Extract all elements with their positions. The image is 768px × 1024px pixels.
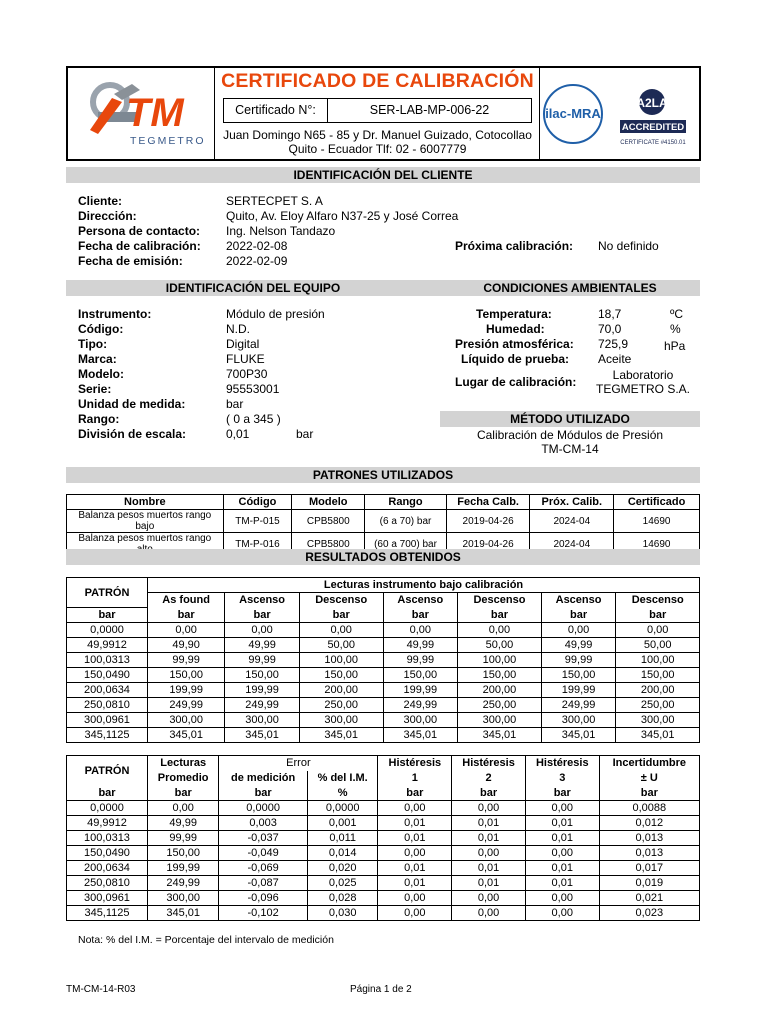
avg-readings-header: Lecturas [148,756,219,771]
errors-cell: 0,00 [525,906,599,921]
address-line-2: Quito - Ecuador Tlf: 02 - 6007779 [288,142,467,156]
readings-row [67,683,700,698]
temperature-label: Temperatura: [476,307,552,321]
errors-cell: 99,99 [148,831,219,846]
standards-header-cell: Certificado [614,495,700,510]
readings-cell: 50,00 [299,638,383,653]
unit-cell: bar [458,608,542,623]
unit-cell: bar [219,786,308,801]
readings-cell: 300,00 [541,713,616,728]
readings-row [67,638,700,653]
pressure-unit: hPa [664,339,686,353]
errors-cell: 0,0000 [219,801,308,816]
readings-cell: 199,99 [383,683,458,698]
readings-cell: 150,0490 [67,668,148,683]
readings-cell: 100,00 [299,653,383,668]
unit-cell: bar [299,608,383,623]
standards-header-row [67,495,700,510]
equipment-value: Módulo de presión [226,307,325,321]
unit-cell: bar [148,786,219,801]
errors-row [67,876,700,891]
equipment-label: División de escala: [78,427,187,441]
errors-cell: 345,1125 [67,906,148,921]
note: Nota: % del I.M. = Porcentaje del intervalo de medición [78,934,334,946]
standards-cell: 14690 [614,510,700,533]
temperature-unit: ºC [670,307,684,321]
svg-text:TEGMETRO: TEGMETRO [130,135,206,147]
readings-cell: 49,99 [541,638,616,653]
address-line-1: Juan Domingo N65 - 85 y Dr. Manuel Guizado, Cotocollao [223,128,532,142]
liquid-value: Aceite [598,352,632,366]
errors-cell: 0,01 [525,831,599,846]
standards-cell: 14690 [614,533,700,556]
standards-cell: Balanza pesos muertos rango bajo [67,510,224,533]
hysteresis-2-number: 2 [452,771,526,786]
a2la-logo [620,89,686,146]
errors-cell: 0,00 [525,891,599,906]
errors-cell: 0,030 [307,906,378,921]
errors-cell: 0,01 [452,861,526,876]
readings-cell: 150,00 [383,668,458,683]
next-calibration-label: Próxima calibración: [455,239,574,253]
readings-cell: 99,99 [225,653,300,668]
readings-cell: 300,00 [616,713,700,728]
standards-table [66,494,700,556]
errors-cell: 49,99 [148,816,219,831]
unit-cell: bar [383,608,458,623]
certificate-number-box [223,98,532,123]
errors-cell: 0,0000 [307,801,378,816]
certificate-number-value: SER-LAB-MP-006-22 [369,103,490,117]
section-environment: CONDICIONES AMBIENTALES [440,280,700,296]
unit-cell: bar [67,786,148,801]
errors-cell: 0,00 [452,846,526,861]
standards-header-cell: Modelo [292,495,365,510]
readings-cell: 249,99 [541,698,616,713]
contact-value: Ing. Nelson Tandazo [226,224,336,238]
equipment-label: Rango: [78,412,120,426]
client-label: Cliente: [78,194,123,208]
errors-cell: 0,01 [525,876,599,891]
readings-header-row [67,578,700,593]
errors-cell: 0,01 [452,816,526,831]
readings-cell: 345,01 [458,728,542,743]
errors-cell: 0,01 [525,861,599,876]
client-value: SERTECPET S. A [226,194,323,208]
readings-cell: 250,00 [458,698,542,713]
readings-cell: 345,01 [541,728,616,743]
svg-text:ilac-MRA: ilac-MRA [545,106,601,121]
errors-cell: 300,00 [148,891,219,906]
location-value-1: Laboratorio [612,368,674,382]
readings-cell: 0,00 [458,623,542,638]
location-label: Lugar de calibración: [455,375,577,389]
readings-cell: 345,1125 [67,728,148,743]
errors-cell: 0,00 [378,891,452,906]
unit-cell: bar [225,608,300,623]
errors-row [67,801,700,816]
errors-header-row-2 [67,771,700,786]
readings-cell: 249,99 [225,698,300,713]
errors-cell: 0,01 [378,861,452,876]
errors-cell: -0,069 [219,861,308,876]
readings-cell: 345,01 [225,728,300,743]
accreditation-logos [540,68,699,159]
standards-cell: CPB5800 [292,533,365,556]
readings-cell: 199,99 [225,683,300,698]
readings-cell: 345,01 [299,728,383,743]
errors-row [67,816,700,831]
unit-cell: % [307,786,378,801]
errors-cell: 0,020 [307,861,378,876]
standards-header-cell: Fecha Calb. [446,495,530,510]
errors-cell: -0,049 [219,846,308,861]
equipment-value: 700P30 [226,367,268,381]
readings-cell: 150,00 [541,668,616,683]
standards-header-cell: Código [223,495,292,510]
readings-cell: 100,00 [458,653,542,668]
page-number: Página 1 de 2 [350,984,412,995]
readings-col-header: Ascenso [383,593,458,608]
certificate-header [66,66,701,161]
errors-cell: 0,023 [599,906,699,921]
readings-cell: 200,0634 [67,683,148,698]
certificate-title: CERTIFICADO DE CALIBRACIÓN [221,70,534,92]
ilac-mra-logo [545,106,601,121]
equipment-value: ( 0 a 345 ) [226,412,281,426]
readings-row [67,653,700,668]
errors-cell: 0,011 [307,831,378,846]
method-line-2: TM-CM-14 [541,442,599,456]
standards-cell: (6 a 70) bar [365,510,447,533]
equipment-label: Marca: [78,352,117,366]
certificate-number-label: Certificado N°: [224,99,328,122]
errors-cell: -0,037 [219,831,308,846]
readings-row [67,698,700,713]
standards-cell: (60 a 700) bar [365,533,447,556]
standards-header-cell: Rango [365,495,447,510]
equipment-label: Tipo: [78,337,108,351]
humidity-label: Humedad: [486,322,545,336]
patron-header: PATRÓN [67,578,148,608]
errors-cell: 0,028 [307,891,378,906]
readings-cell: 300,00 [383,713,458,728]
uncertainty-symbol: ± U [599,771,699,786]
errors-cell: 0,01 [452,831,526,846]
readings-cell: 200,00 [458,683,542,698]
standards-header-cell: Próx. Calib. [530,495,614,510]
readings-cell: 99,99 [383,653,458,668]
readings-cell: 100,0313 [67,653,148,668]
readings-cell: 49,99 [225,638,300,653]
readings-cell: 150,00 [225,668,300,683]
unit-cell: bar [378,786,452,801]
equipment-label: Modelo: [78,367,124,381]
errors-cell: 0,01 [378,876,452,891]
readings-cell: 0,00 [383,623,458,638]
readings-cell: 99,99 [148,653,225,668]
readings-row [67,728,700,743]
readings-cell: 50,00 [616,638,700,653]
svg-text:CERTIFICATE #4150.01: CERTIFICATE #4150.01 [620,140,686,146]
errors-cell: 0,001 [307,816,378,831]
errors-cell: 150,0490 [67,846,148,861]
errors-cell: 345,01 [148,906,219,921]
readings-row [67,623,700,638]
standards-cell: 2024-04 [530,510,614,533]
errors-header-row-1 [67,756,700,771]
svg-text:TM: TM [126,91,184,135]
readings-cell: 150,00 [458,668,542,683]
errors-table [66,755,700,921]
error-header: Error [219,756,378,771]
hysteresis-3-header: Histéresis [525,756,599,771]
readings-cell: 49,90 [148,638,225,653]
hysteresis-2-header: Histéresis [452,756,526,771]
errors-cell: 0,00 [525,801,599,816]
readings-cell: 200,00 [299,683,383,698]
tegmetro-logo [68,68,215,159]
contact-label: Persona de contacto: [78,224,201,238]
unit-cell: bar [541,608,616,623]
readings-cell: 300,00 [458,713,542,728]
readings-cell: 345,01 [616,728,700,743]
errors-cell: 0,003 [219,816,308,831]
errors-cell: 0,00 [378,801,452,816]
errors-cell: -0,102 [219,906,308,921]
scale-division-unit: bar [296,427,314,441]
standards-cell: Balanza pesos muertos rango [67,533,224,556]
errors-cell: 0,01 [378,816,452,831]
liquid-label: Líquido de prueba: [461,352,569,366]
readings-table [66,577,700,743]
standards-cell: 2024-04 [530,533,614,556]
readings-cell: 345,01 [148,728,225,743]
method-line-1: Calibración de Módulos de Presión [476,428,664,442]
errors-cell: 100,0313 [67,831,148,846]
temperature-value: 18,7 [598,307,622,321]
hysteresis-3-number: 3 [525,771,599,786]
unit-cell: bar [525,786,599,801]
readings-col-header: Descenso [616,593,700,608]
standards-cell: CPB5800 [292,510,365,533]
svg-text:ACCREDITED: ACCREDITED [621,122,685,133]
errors-cell: 0,00 [148,801,219,816]
readings-cell: 250,0810 [67,698,148,713]
standards-cell: 2019-04-26 [446,533,530,556]
readings-cell: 345,01 [383,728,458,743]
pressure-label: Presión atmosférica: [455,337,574,351]
uncertainty-header: Incertidumbre [599,756,699,771]
humidity-unit: % [670,322,681,336]
readings-cell: 300,00 [225,713,300,728]
errors-cell: 0,013 [599,846,699,861]
equipment-value: Digital [226,337,260,351]
readings-cell: 99,99 [541,653,616,668]
standards-cell: TM-P-016 [223,533,292,556]
errors-cell: 0,00 [452,891,526,906]
calibration-date-value: 2022-02-08 [226,239,288,253]
readings-cell: 150,00 [616,668,700,683]
errors-cell: 0,00 [378,846,452,861]
error-percent-subheader: % del I.M. [307,771,378,786]
unit-cell: bar [148,608,225,623]
errors-cell: 249,99 [148,876,219,891]
issue-date-value: 2022-02-09 [226,254,288,268]
errors-cell: 0,017 [599,861,699,876]
readings-cell: 300,00 [148,713,225,728]
readings-cell: 0,00 [299,623,383,638]
address-label: Dirección: [78,209,137,223]
errors-cell: 0,01 [452,876,526,891]
readings-col-header: As found [148,593,225,608]
readings-row [67,713,700,728]
errors-cell: -0,096 [219,891,308,906]
errors-cell: 0,014 [307,846,378,861]
readings-group-header: Lecturas instrumento bajo calibración [148,578,700,593]
readings-row [67,668,700,683]
readings-cell: 249,99 [148,698,225,713]
readings-cell: 249,99 [383,698,458,713]
errors-cell: 150,00 [148,846,219,861]
readings-cell: 199,99 [148,683,225,698]
readings-col-header: Descenso [458,593,542,608]
errors-cell: 200,0634 [67,861,148,876]
readings-col-header: Ascenso [225,593,300,608]
unit-cell: bar [599,786,699,801]
svg-text:A2LA: A2LA [636,96,668,110]
readings-cell: 150,00 [148,668,225,683]
section-equipment: IDENTIFICACIÓN DEL EQUIPO [66,280,440,296]
unit-cell: bar [452,786,526,801]
errors-cell: 0,00 [452,801,526,816]
equipment-label: Serie: [78,382,112,396]
readings-cell: 0,00 [225,623,300,638]
errors-row [67,846,700,861]
errors-row [67,906,700,921]
equipment-value: N.D. [226,322,250,336]
readings-cell: 49,9912 [67,638,148,653]
errors-cell: 250,0810 [67,876,148,891]
patron-header: PATRÓN [67,756,148,786]
equipment-value: 95553001 [226,382,280,396]
calibration-date-label: Fecha de calibración: [78,239,201,253]
title-cell [215,68,540,159]
address-value: Quito, Av. Eloy Alfaro N37-25 y José Correa [226,209,459,223]
equipment-label: Código: [78,322,124,336]
next-calibration-value: No definido [598,239,659,253]
section-results: RESULTADOS OBTENIDOS [66,549,700,565]
errors-cell: 0,01 [525,816,599,831]
readings-cell: 100,00 [616,653,700,668]
location-value-2: TEGMETRO S.A. [595,382,690,396]
readings-unit-row [67,608,700,623]
standards-row [67,510,700,533]
readings-cell: 0,00 [541,623,616,638]
errors-cell: 0,00 [452,906,526,921]
errors-cell: 0,019 [599,876,699,891]
errors-cell: 0,025 [307,876,378,891]
equipment-label: Unidad de medida: [78,397,186,411]
section-client: IDENTIFICACIÓN DEL CLIENTE [66,167,700,183]
readings-cell: 150,00 [299,668,383,683]
errors-cell: 0,012 [599,816,699,831]
errors-cell: -0,087 [219,876,308,891]
readings-cell: 200,00 [616,683,700,698]
errors-cell: 0,01 [378,831,452,846]
readings-cell: 0,00 [616,623,700,638]
section-method: MÉTODO UTILIZADO [440,411,700,427]
errors-cell: 0,013 [599,831,699,846]
equipment-label: Instrumento: [78,307,152,321]
hysteresis-1-number: 1 [378,771,452,786]
errors-row [67,861,700,876]
readings-col-header: Ascenso [541,593,616,608]
readings-cell: 0,00 [148,623,225,638]
errors-cell: 0,00 [378,906,452,921]
hysteresis-1-header: Histéresis [378,756,452,771]
equipment-value: FLUKE [226,352,265,366]
unit-cell: bar [616,608,700,623]
errors-row [67,831,700,846]
readings-cell: 300,00 [299,713,383,728]
errors-cell: 300,0961 [67,891,148,906]
section-standards: PATRONES UTILIZADOS [66,467,700,483]
errors-cell: 49,9912 [67,816,148,831]
standards-cell: TM-P-015 [223,510,292,533]
errors-cell: 0,00 [525,846,599,861]
readings-cell: 49,99 [383,638,458,653]
readings-cell: 300,0961 [67,713,148,728]
errors-cell: 199,99 [148,861,219,876]
humidity-value: 70,0 [598,322,622,336]
errors-cell: 0,021 [599,891,699,906]
equipment-value: bar [226,397,244,411]
errors-cell: 0,0000 [67,801,148,816]
unit-cell: bar [67,608,148,623]
errors-cell: 0,0088 [599,801,699,816]
avg-readings-subheader: Promedio [148,771,219,786]
standards-header-cell: Nombre [67,495,224,510]
form-code: TM-CM-14-R03 [66,984,136,995]
errors-unit-row [67,786,700,801]
error-measure-subheader: de medición [219,771,308,786]
issue-date-label: Fecha de emisión: [78,254,183,268]
errors-row [67,891,700,906]
readings-cell: 50,00 [458,638,542,653]
pressure-value: 725,9 [598,337,629,351]
readings-cell: 199,99 [541,683,616,698]
readings-cell: 0,0000 [67,623,148,638]
readings-cell: 250,00 [616,698,700,713]
equipment-value: 0,01 [226,427,250,441]
standards-cell: 2019-04-26 [446,510,530,533]
readings-cell: 250,00 [299,698,383,713]
readings-col-header: Descenso [299,593,383,608]
readings-subheader-row [67,593,700,608]
